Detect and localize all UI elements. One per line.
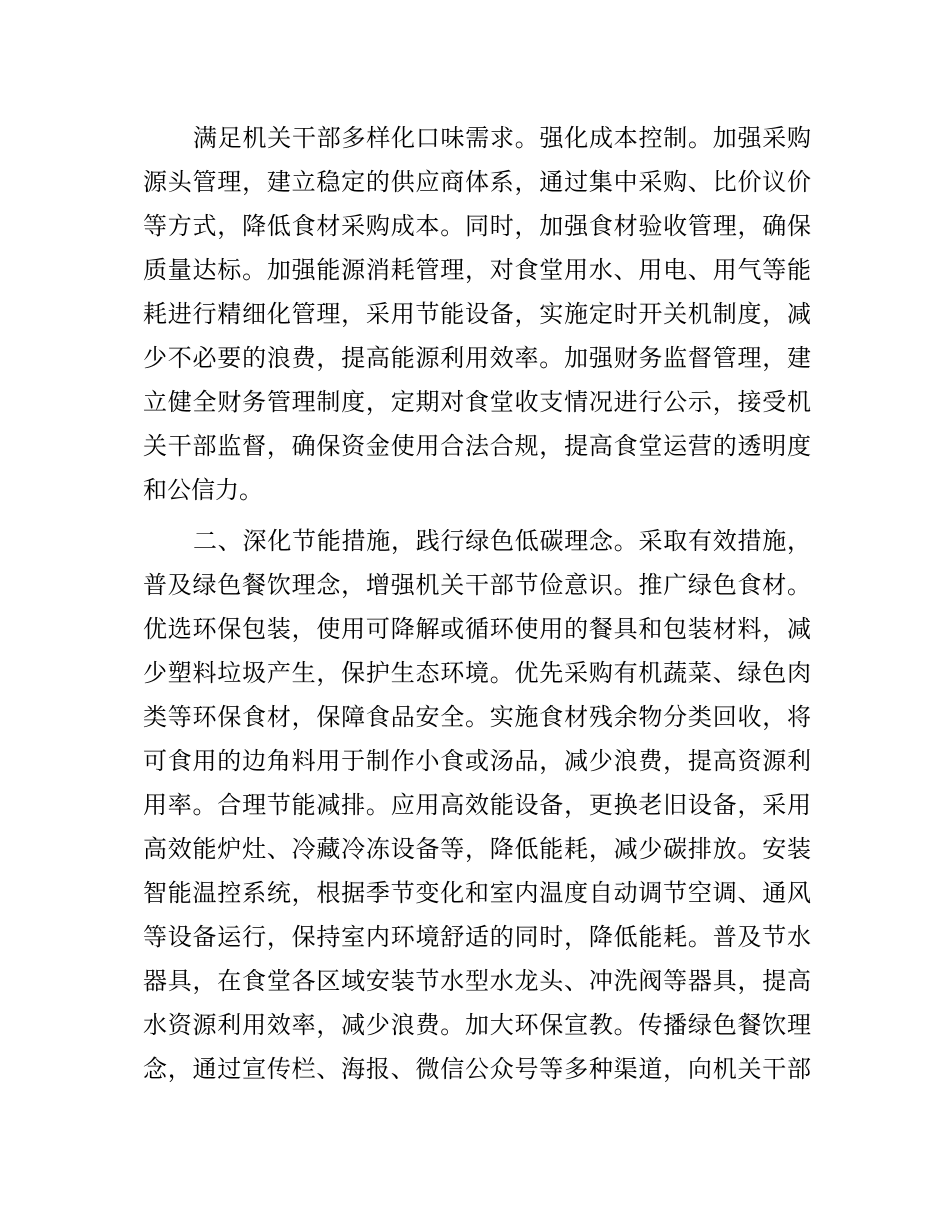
text-line: 高效能炉灶、冷藏冷冻设备等，降低能耗，减少碳排放。安装 — [143, 835, 811, 863]
paragraph — [143, 519, 811, 1091]
text-line: 满足机关干部多样化口味需求。强化成本控制。加强采购 — [193, 124, 811, 152]
text-line: 关干部监督，确保资金使用合法合规，提高食堂运营的透明度 — [143, 432, 811, 460]
text-line: 少不必要的浪费，提高能源利用效率。加强财务监督管理，建 — [143, 344, 811, 372]
text-line: 立健全财务管理制度，定期对食堂收支情况进行公示，接受机 — [143, 388, 811, 416]
text-line: 二、深化节能措施，践行绿色低碳理念。采取有效措施， — [193, 527, 811, 555]
text-line: 和公信力。 — [143, 476, 263, 504]
text-line: 念，通过宣传栏、海报、微信公众号等多种渠道，向机关干部 — [143, 1055, 811, 1083]
paragraph — [143, 116, 811, 512]
text-line: 耗进行精细化管理，采用节能设备，实施定时开关机制度，减 — [143, 300, 811, 328]
text-line: 等方式，降低食材采购成本。同时，加强食材验收管理，确保 — [143, 212, 811, 240]
text-line: 可食用的边角料用于制作小食或汤品，减少浪费，提高资源利 — [143, 747, 811, 775]
text-line: 水资源利用效率，减少浪费。加大环保宣教。传播绿色餐饮理 — [143, 1011, 811, 1039]
text-line: 智能温控系统，根据季节变化和室内温度自动调节空调、通风 — [143, 879, 811, 907]
text-line: 质量达标。加强能源消耗管理，对食堂用水、用电、用气等能 — [143, 256, 811, 284]
text-line: 普及绿色餐饮理念，增强机关干部节俭意识。推广绿色食材。 — [143, 571, 811, 599]
text-line: 用率。合理节能减排。应用高效能设备，更换老旧设备，采用 — [143, 791, 811, 819]
text-line: 器具，在食堂各区域安装节水型水龙头、冲洗阀等器具，提高 — [143, 967, 811, 995]
text-line: 源头管理，建立稳定的供应商体系，通过集中采购、比价议价 — [143, 168, 811, 196]
text-line: 等设备运行，保持室内环境舒适的同时，降低能耗。普及节水 — [143, 923, 811, 951]
text-line: 少塑料垃圾产生，保护生态环境。优先采购有机蔬菜、绿色肉 — [143, 659, 811, 687]
document-page — [143, 116, 811, 1098]
text-line: 优选环保包装，使用可降解或循环使用的餐具和包装材料，减 — [143, 615, 811, 643]
text-line: 类等环保食材，保障食品安全。实施食材残余物分类回收，将 — [143, 703, 811, 731]
